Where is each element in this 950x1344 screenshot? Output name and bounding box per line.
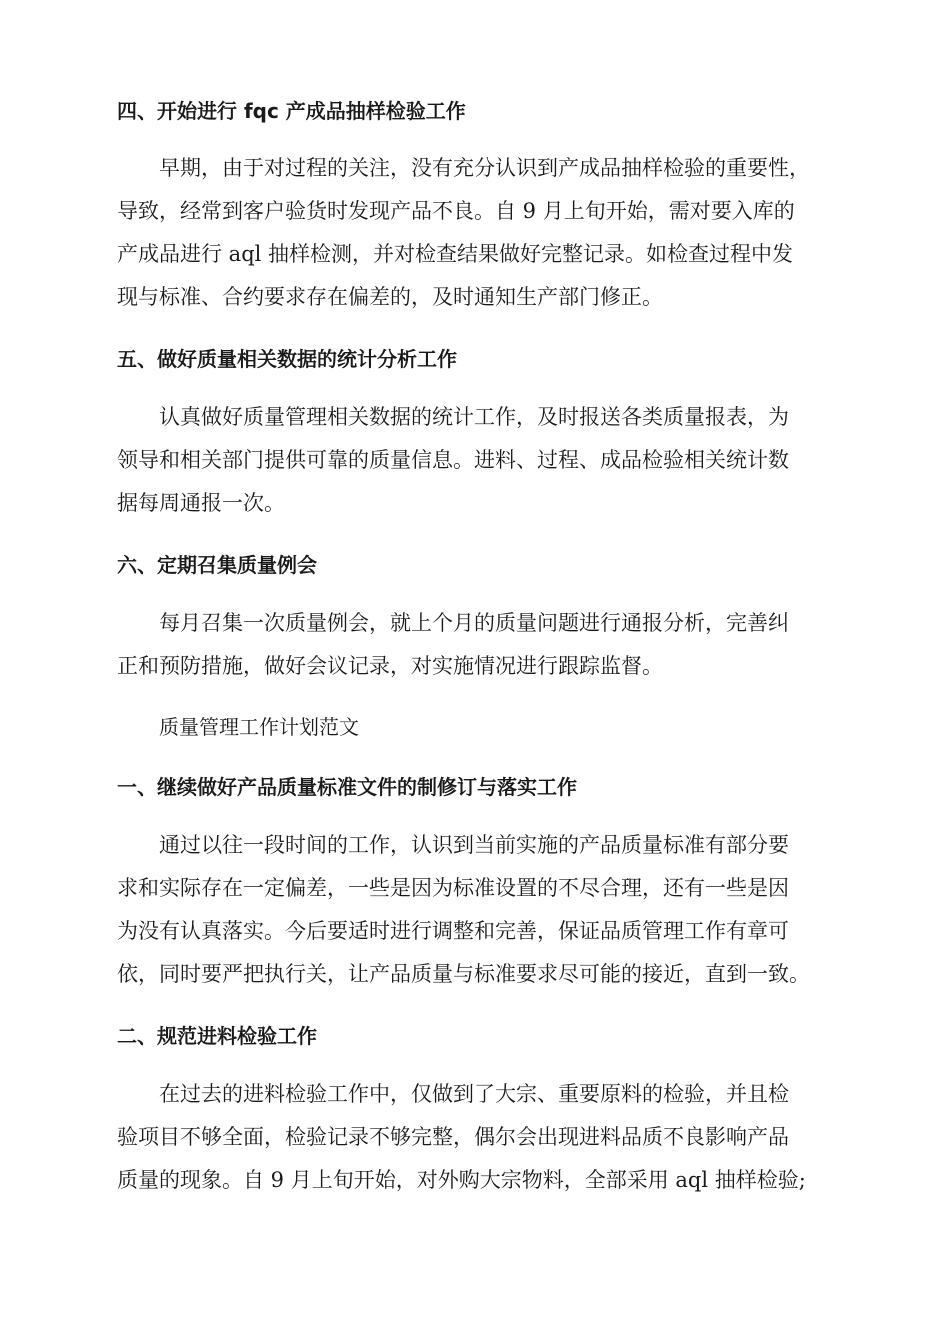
section-heading: 四、开始进行 fqc 产成品抽样检验工作 xyxy=(117,99,466,123)
paragraph-line: 导致，经常到客户验货时发现产品不良。自 9 月上旬开始，需对要入库的 xyxy=(117,199,795,223)
paragraph-line: 早期，由于对过程的关注，没有充分认识到产成品抽样检验的重要性， xyxy=(159,156,810,180)
section-6 xyxy=(117,546,845,584)
paragraph-line: 验项目不够全面，检验记录不够完整，偶尔会出现进料品质不良影响产品 xyxy=(117,1125,789,1149)
section-5-body xyxy=(117,396,857,525)
section-heading: 六、定期召集质量例会 xyxy=(117,553,317,577)
paragraph-line: 质量的现象。自 9 月上旬开始，对外购大宗物料，全部采用 aql 抽样检验; xyxy=(117,1168,806,1192)
paragraph-line: 据每周通报一次。 xyxy=(117,491,285,515)
section-2-body xyxy=(117,1073,857,1202)
document-subtitle xyxy=(159,708,359,746)
paragraph-line: 每月召集一次质量例会，就上个月的质量问题进行通报分析，完善纠 xyxy=(159,611,789,635)
paragraph-line: 现与标准、合约要求存在偏差的，及时通知生产部门修正。 xyxy=(117,285,663,309)
section-1 xyxy=(117,768,845,806)
section-1-body xyxy=(117,824,857,996)
section-5 xyxy=(117,340,845,378)
paragraph-line: 求和实际存在一定偏差，一些是因为标准设置的不尽合理，还有一些是因 xyxy=(117,876,789,900)
paragraph-line: 依，同时要严把执行关，让产品质量与标准要求尽可能的接近，直到一致。 xyxy=(117,962,810,986)
paragraph-line: 通过以往一段时间的工作，认识到当前实施的产品质量标准有部分要 xyxy=(159,833,789,857)
subtitle-text: 质量管理工作计划范文 xyxy=(159,715,359,739)
paragraph-line: 为没有认真落实。今后要适时进行调整和完善，保证品质管理工作有章可 xyxy=(117,919,789,943)
section-heading: 五、做好质量相关数据的统计分析工作 xyxy=(117,347,457,371)
section-heading: 一、继续做好产品质量标准文件的制修订与落实工作 xyxy=(117,775,577,799)
paragraph-line: 正和预防措施，做好会议记录，对实施情况进行跟踪监督。 xyxy=(117,654,663,678)
paragraph-line: 认真做好质量管理相关数据的统计工作，及时报送各类质量报表，为 xyxy=(159,405,789,429)
section-heading: 二、规范进料检验工作 xyxy=(117,1024,317,1048)
paragraph-line: 领导和相关部门提供可靠的质量信息。进料、过程、成品检验相关统计数 xyxy=(117,448,789,472)
paragraph-line: 产成品进行 aql 抽样检测，并对检查结果做好完整记录。如检查过程中发 xyxy=(117,242,794,266)
section-4-body xyxy=(117,147,857,319)
section-2 xyxy=(117,1017,845,1055)
section-4 xyxy=(117,92,845,130)
section-6-body xyxy=(117,602,857,688)
paragraph-line: 在过去的进料检验工作中，仅做到了大宗、重要原料的检验，并且检 xyxy=(159,1082,789,1106)
